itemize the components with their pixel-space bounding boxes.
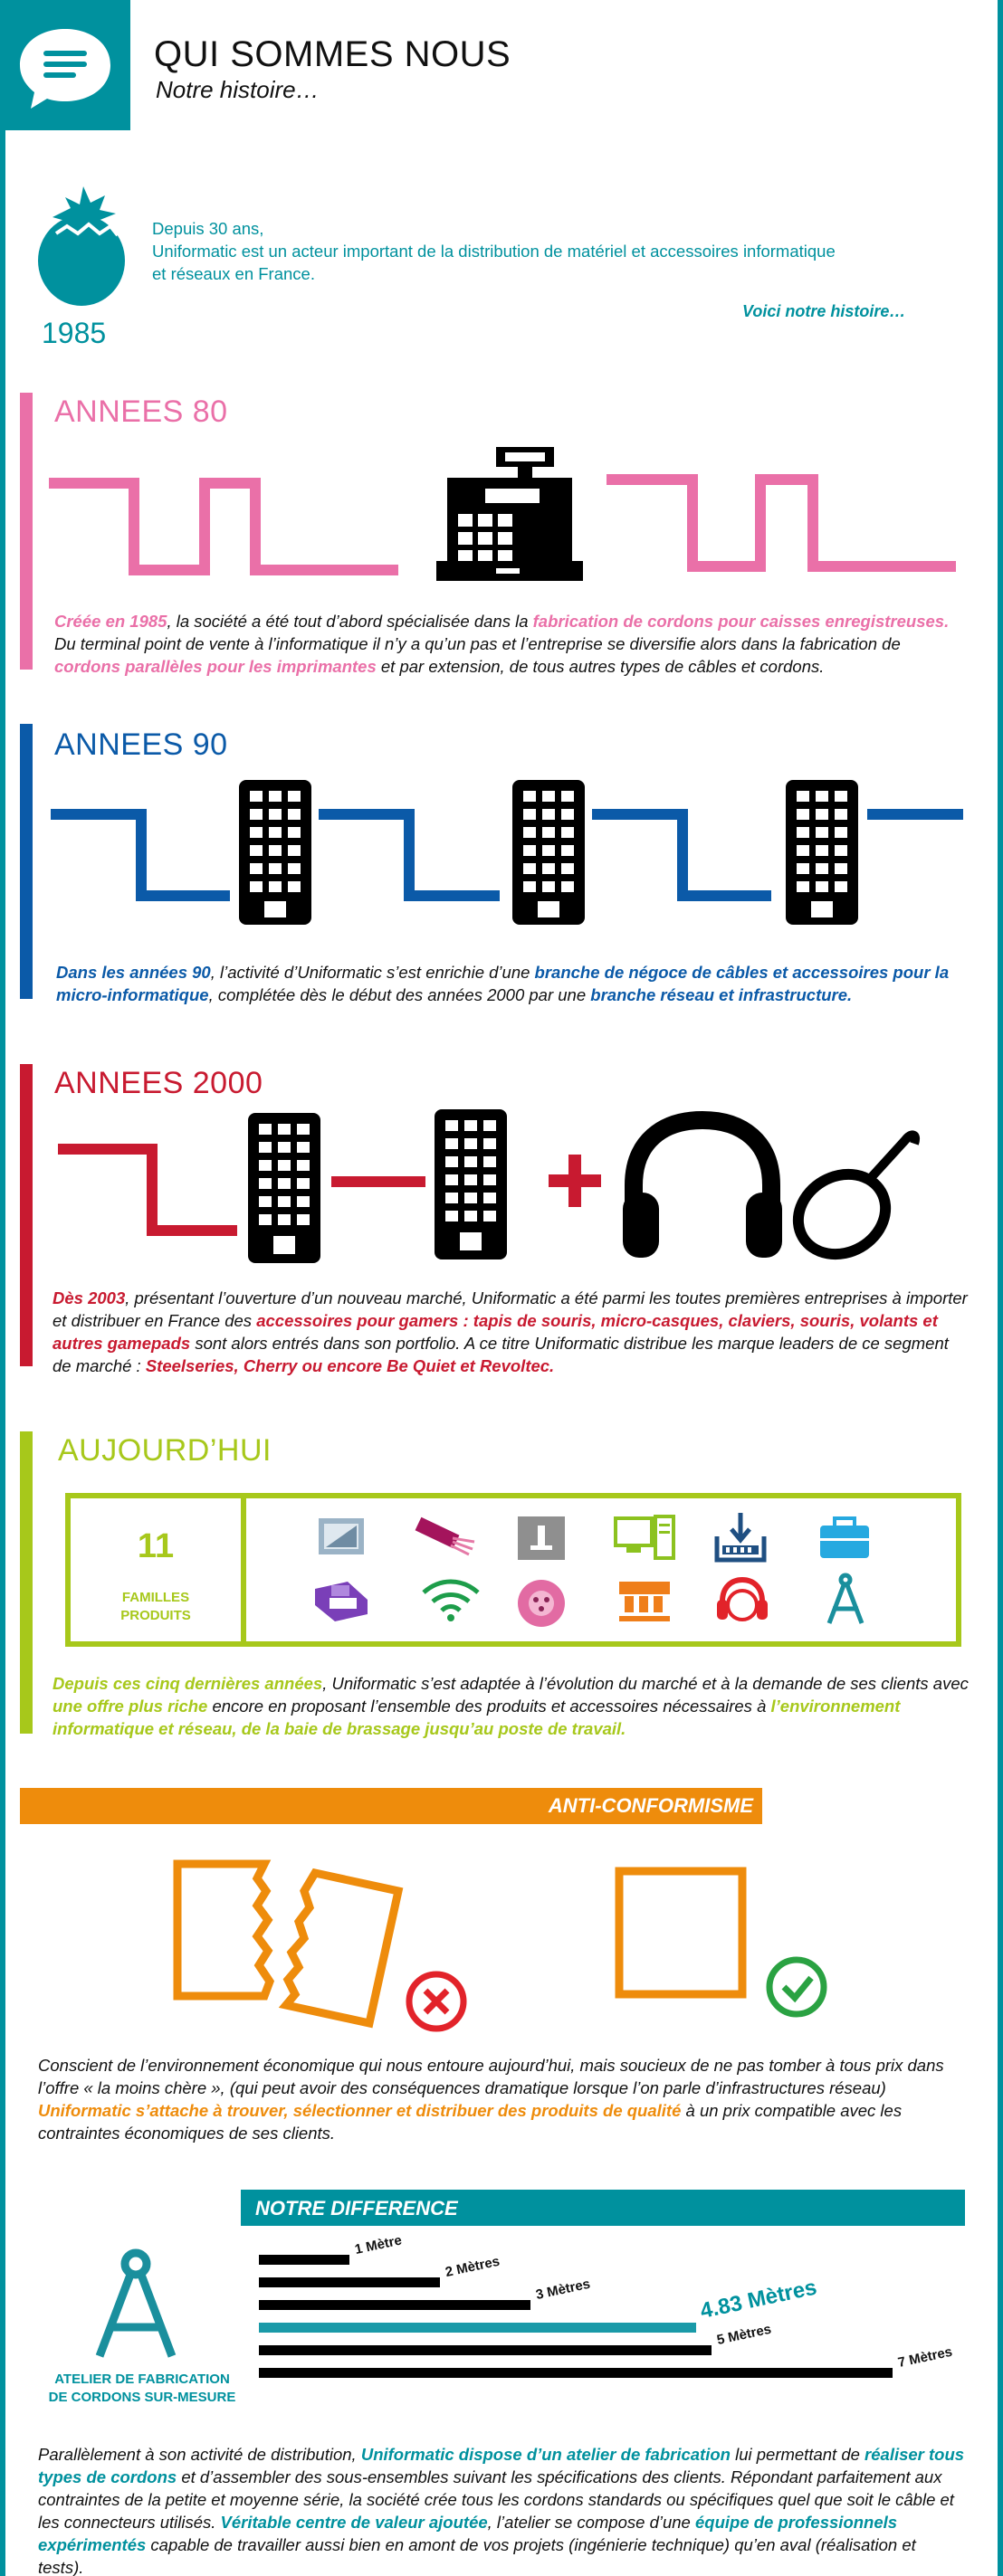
computer-icon — [616, 1516, 673, 1558]
cash-register-icon — [436, 447, 583, 581]
anticonformisme-text — [38, 2054, 963, 2144]
length-bar — [259, 2277, 440, 2287]
patch-panel-icon — [717, 1513, 764, 1560]
body-text: Du terminal point de vente à l’informatique il n’y a qu’un pas et l’entreprise se diversifie alors dans la fabrication de — [54, 634, 901, 653]
intro-year: 1985 — [42, 317, 107, 349]
highlight-text: Uniformatic dispose d’un atelier de fabrication — [360, 2445, 731, 2464]
building-icon-1 — [239, 780, 311, 925]
highlight-text: Dans les années 90 — [56, 963, 211, 982]
highlight-text: une offre plus riche — [53, 1697, 208, 1716]
body-text: Parallèlement à son activité de distribution, — [38, 2445, 361, 2464]
product-families-box — [65, 1493, 961, 1647]
highlight-text: branche de négoce de câbles et accessoires pour la micro-informatique — [56, 963, 950, 1004]
broken-frame-icon — [177, 1864, 398, 2023]
length-bar — [259, 2255, 349, 2265]
intro-text — [152, 217, 836, 285]
highlight-text: accessoires pour gamers : tapis de souris, micro-casques, claviers, souris, volants et autres gamepads — [53, 1311, 938, 1353]
cable-icon — [418, 1524, 474, 1554]
body-text: , Uniformatic s’est adaptée à l’évolution du marché et à la demande de ses clients avec — [322, 1674, 969, 1693]
highlight-text: Véritable centre de valeur ajoutée — [220, 2513, 488, 2532]
body-text: et d’assembler des sous-ensembles suivant les spécifications des clients. Répondant parfaitement aux contraintes de la petite et moyenne série, la société crée tous les cordons standards ou spécifiques quel que soit le câble et les connecteurs utilisés. — [38, 2467, 954, 2532]
page-title: QUI SOMMES NOUS — [154, 34, 511, 74]
compass-tool-icon — [829, 1575, 862, 1623]
length-bar-label: 1 Mètre — [353, 2232, 404, 2258]
product-families-label — [71, 1589, 241, 1625]
intro-line-1: Depuis 30 ans, — [152, 219, 264, 238]
body-text: et par extension, de tous autres types de câbles et cordons. — [376, 657, 825, 676]
difference-text — [38, 2443, 965, 2576]
body-text: , la société a été tout d’abord spécialisée dans la — [167, 612, 533, 631]
section-2000-illustration — [54, 1107, 969, 1270]
distribution-icon — [619, 1582, 670, 1621]
square-frame-icon — [619, 1871, 742, 1994]
compass-icon-large — [91, 2248, 181, 2365]
mouse-icon-large — [784, 1135, 915, 1269]
section-90-illustration — [47, 776, 970, 930]
section-90-bar — [20, 724, 33, 999]
length-bar — [259, 2368, 893, 2378]
plus-icon — [549, 1155, 601, 1207]
section-80-text — [54, 610, 969, 678]
body-text: , l’activité d’Uniformatic s’est enrichie d’une — [210, 963, 535, 982]
headset-icon-large — [623, 1120, 782, 1258]
page-frame-left — [0, 0, 5, 2576]
eagle-egg-icon — [34, 181, 129, 308]
highlight-text: cordons parallèles pour les imprimantes — [54, 657, 377, 676]
atelier-label-2: DE CORDONS SUR-MESURE — [48, 2390, 236, 2405]
product-families-label-2: PRODUITS — [120, 1608, 191, 1623]
body-text: , présentant l’ouverture d’un nouveau marché, Uniformatic a été parmi les toutes premières entreprises à importer et distribuer en France des — [53, 1288, 968, 1330]
section-today-text — [53, 1672, 969, 1740]
building-icon-5 — [435, 1109, 507, 1259]
body-text: encore en proposant l’ensemble des produits et accessoires nécessaires à — [207, 1697, 771, 1716]
page-subtitle: Notre histoire… — [156, 76, 320, 103]
building-icon-2 — [512, 780, 585, 925]
section-80-bar — [20, 393, 33, 670]
anticonformisme-illustration — [163, 1846, 851, 2045]
highlight-text: réaliser tous types de cordons — [38, 2445, 965, 2486]
header-logo-tile — [0, 0, 130, 130]
length-bar-label: 2 Mètres — [444, 2253, 502, 2280]
body-text: lui permettant de — [730, 2445, 865, 2464]
history-link[interactable]: Voici notre histoire… — [742, 302, 906, 320]
highlight-text: fabrication de cordons pour caisses enregistreuses. — [532, 612, 950, 631]
body-text: Conscient de l’environnement économique qui nous entoure aujourd’hui, mais soucieux de ne pas tomber à tous prix dans l’offre « la moins chère », (qui peut avoir des conséquences dramatique lorsque l’on parle d’infrastructures réseau) — [38, 2056, 944, 2097]
wall-outlet-icon — [518, 1516, 565, 1560]
body-text: , l’atelier se compose d’une — [487, 2513, 695, 2532]
wifi-icon — [424, 1582, 478, 1621]
section-90-text — [56, 961, 970, 1006]
highlight-text: l’environnement informatique et réseau, de la baie de brassage jusqu’au poste de travail. — [53, 1697, 901, 1738]
highlight-text: Créée en 1985 — [54, 612, 167, 631]
body-text: , complétée dès le début des années 2000 par une — [208, 985, 591, 1004]
highlight-text: équipe de professionnels expérimentés — [38, 2513, 898, 2554]
rack-panel-icon — [319, 1518, 364, 1554]
page-frame-right — [998, 0, 1003, 2576]
length-bar — [259, 2300, 530, 2310]
intro-line-2: Uniformatic est un acteur important de la distribution de matériel et accessoires informatique — [152, 242, 836, 261]
section-90-title: ANNEES 90 — [54, 727, 228, 762]
length-bar-label: 4.83 Mètres — [698, 2275, 819, 2324]
section-today-title: AUJOURD’HUI — [58, 1433, 272, 1468]
case-icon — [820, 1518, 869, 1558]
network-switch-icon — [315, 1582, 368, 1621]
cable-length-chart — [259, 2232, 965, 2407]
section-2000-title: ANNEES 2000 — [54, 1066, 263, 1100]
atelier-label-1: ATELIER DE FABRICATION — [54, 2372, 230, 2387]
length-bar-label: 5 Mètres — [715, 2321, 773, 2348]
building-icon-4 — [248, 1113, 320, 1263]
highlight-text: Depuis ces cinq dernières années — [53, 1674, 323, 1693]
chat-bubble-icon — [0, 0, 130, 130]
headset-icon — [717, 1580, 768, 1620]
length-bar — [259, 2345, 712, 2355]
difference-banner-label: NOTRE DIFFERENCE — [255, 2197, 458, 2220]
section-2000-text — [53, 1287, 969, 1377]
body-text: sont alors entrés dans son portfolio. A ce titre Uniformatic distribue les marque leaders de ce segment de marché : — [53, 1334, 949, 1375]
product-families-label-1: FAMILLES — [121, 1590, 190, 1605]
anticonformisme-banner — [20, 1788, 762, 1824]
check-circle-icon — [769, 1960, 824, 2014]
error-cross-icon — [409, 1974, 463, 2029]
difference-banner — [241, 2190, 965, 2226]
intro-line-3: et réseaux en France. — [152, 264, 315, 283]
product-families-count: 11 — [137, 1527, 175, 1565]
highlight-text: branche réseau et infrastructure. — [590, 985, 853, 1004]
section-80-title: ANNEES 80 — [54, 394, 228, 429]
body-text: à un prix compatible avec les contraintes économiques de ses clients. — [38, 2101, 903, 2143]
product-icons-grid — [246, 1498, 961, 1641]
atelier-label — [38, 2371, 246, 2407]
anticonformisme-banner-label: ANTI-CONFORMISME — [548, 1794, 753, 1817]
highlight-text: Uniformatic s’attache à trouver, sélectionner et distribuer des produits de qualité — [38, 2101, 682, 2120]
length-bar-label: 7 Mètres — [896, 2343, 954, 2371]
highlight-text: Steelseries, Cherry ou encore Be Quiet et Revoltec. — [145, 1356, 555, 1375]
highlight-text: Dès 2003 — [53, 1288, 126, 1307]
length-bar — [259, 2323, 696, 2333]
section-2000-bar — [20, 1064, 33, 1366]
section-80-illustration — [45, 434, 969, 588]
plug-icon — [518, 1580, 565, 1627]
building-icon-3 — [786, 780, 858, 925]
section-today-bar — [20, 1431, 33, 1734]
length-bar-label: 3 Mètres — [534, 2276, 592, 2303]
body-text: capable de travailler aussi bien en amont de vos projets (ingénierie technique) qu’en aval (réalisation et tests). — [38, 2535, 916, 2576]
